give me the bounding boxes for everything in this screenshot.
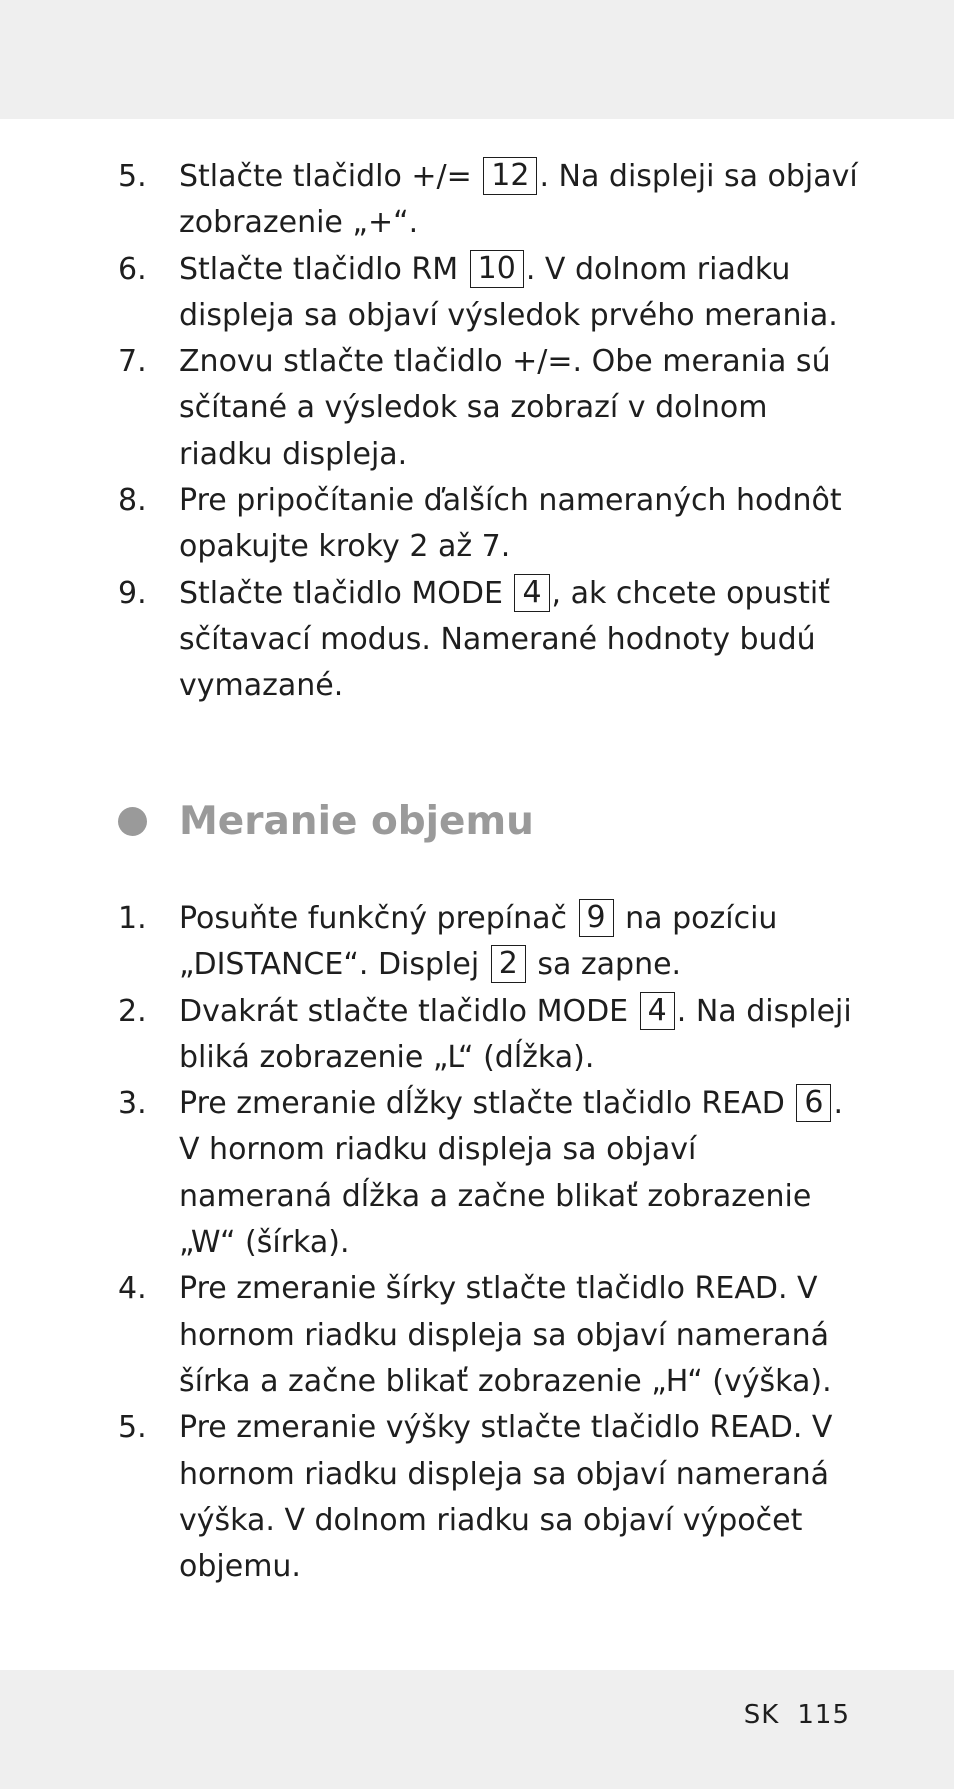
step-number: 6. [118, 251, 147, 287]
step-text: Stlačte tlačidlo +/= 12 . Na displeji sa objaví zobrazenie „+“. [179, 158, 858, 241]
step-item [118, 1081, 858, 1266]
step-text: Pre pripočítanie ďalších nameraných hodnôt opakujte kroky 2 až 7. [179, 483, 842, 565]
section-heading [118, 796, 534, 846]
step-item [118, 1266, 858, 1405]
part-reference-box: 10 [470, 250, 524, 288]
step-number: 5. [118, 1410, 147, 1446]
step-text: Posuňte funkčný prepínač 9 na pozíciu „DISTANCE“. Displej 2 sa zapne. [179, 900, 778, 983]
part-reference-box: 4 [514, 574, 549, 612]
step-number: 7. [118, 344, 147, 380]
step-item [118, 1405, 858, 1590]
language-code: SK [743, 1700, 780, 1730]
step-number: 9. [118, 575, 147, 611]
step-number: 1. [118, 901, 147, 936]
page-footer [744, 1700, 850, 1730]
step-item [118, 896, 858, 989]
bullet-dot-icon [118, 807, 147, 836]
step-number: 3. [118, 1086, 147, 1122]
step-text: Pre zmeranie šírky stlačte tlačidlo READ. V hornom riadku displeja sa objaví nameraná šírka a začne blikať zobrazenie „H“ (výška). [179, 1271, 832, 1399]
part-reference-box: 12 [483, 157, 537, 195]
step-text: Znovu stlačte tlačidlo +/=. Obe merania sú sčítané a výsledok sa zobrazí v dolnom riadku displeja. [179, 344, 831, 472]
step-item [118, 989, 858, 1082]
step-item [118, 247, 858, 340]
step-item [118, 154, 858, 247]
step-number: 5. [118, 159, 147, 194]
step-text: Dvakrát stlačte tlačidlo MODE 4 . Na displeji bliká zobrazenie „L“ (dĺžka). [179, 992, 852, 1075]
section-title: Meranie objemu [179, 798, 534, 844]
step-item [118, 339, 858, 478]
step-number: 8. [118, 483, 147, 519]
step-text: Pre zmeranie výšky stlačte tlačidlo READ. V hornom riadku displeja sa objaví nameraná výška. V dolnom riadku sa objaví výpočet objemu. [179, 1410, 833, 1585]
part-reference-box: 6 [796, 1084, 831, 1122]
part-reference-box: 9 [579, 899, 614, 937]
step-item [118, 571, 858, 710]
header-band [0, 0, 954, 119]
steps-list-continued [118, 154, 858, 710]
step-text: Pre zmeranie dĺžky stlačte tlačidlo READ 6 . V hornom riadku displeja sa objaví nameraná dĺžka a začne blikať zobrazenie „W“ (šírka). [179, 1085, 843, 1261]
step-text: Stlačte tlačidlo MODE 4 , ak chcete opustiť sčítavací modus. Namerané hodnoty budú vymazané. [179, 574, 831, 704]
page-number: 115 [797, 1700, 850, 1730]
part-reference-box: 4 [640, 992, 675, 1030]
step-number: 4. [118, 1271, 147, 1307]
step-text: Stlačte tlačidlo RM 10 . V dolnom riadku displeja sa objaví výsledok prvého merania. [179, 250, 838, 333]
step-item [118, 478, 858, 571]
step-number: 2. [118, 993, 147, 1029]
volume-steps-list [118, 896, 858, 1590]
part-reference-box: 2 [491, 945, 526, 983]
